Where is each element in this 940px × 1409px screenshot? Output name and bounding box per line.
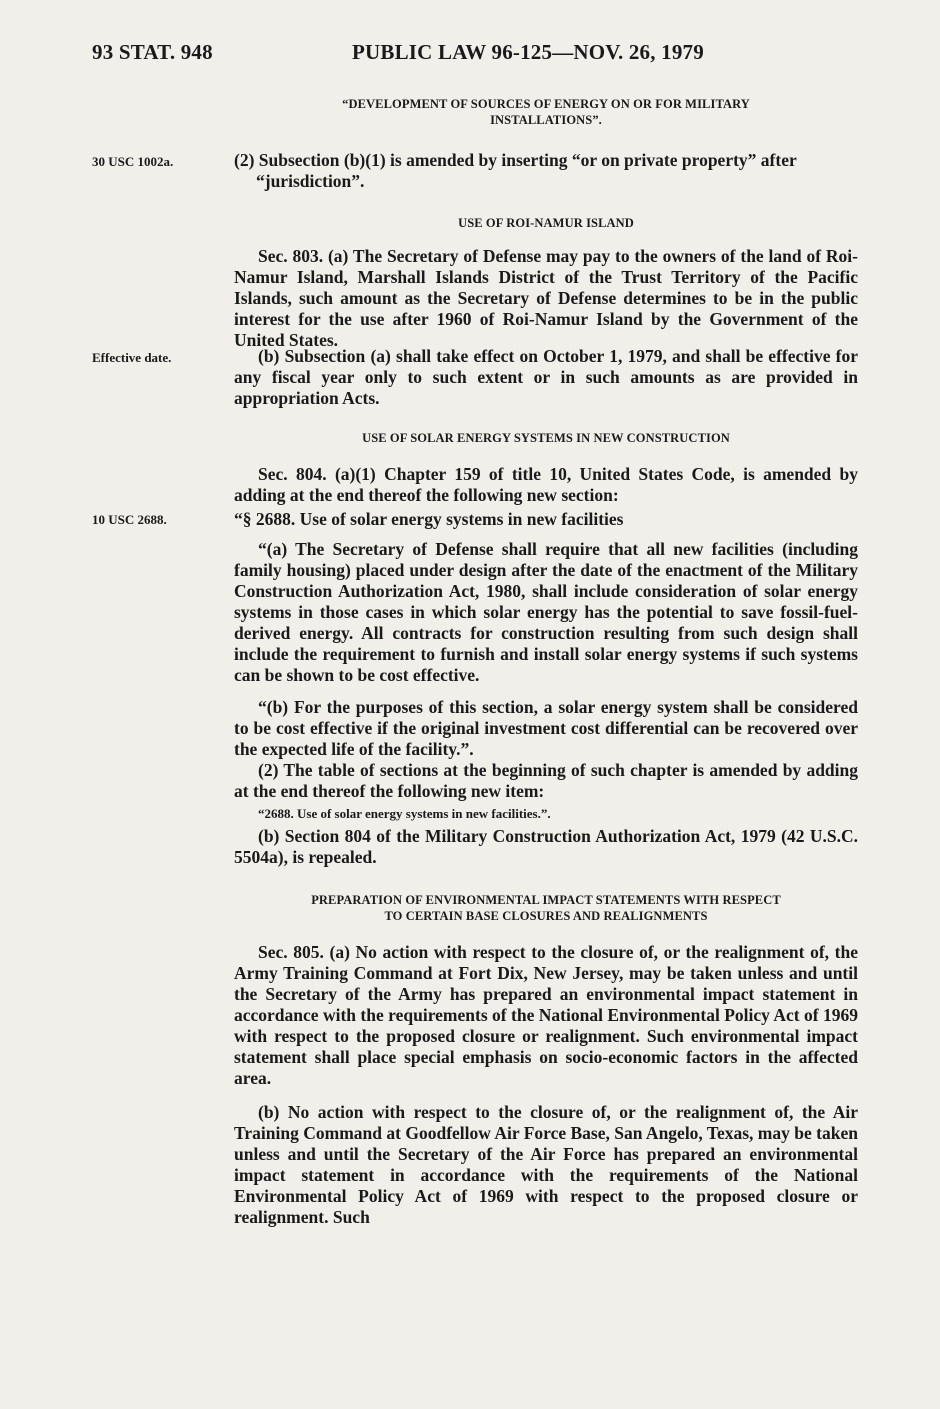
page-stat-number: 93 STAT. 948: [92, 40, 213, 64]
margin-note-effective-date: Effective date.: [92, 350, 172, 365]
section-805-a: Sec. 805. (a) No action with respect to the closure of, or the realignment of, the Army Training Command at Fort Dix, New Jersey, may be taken unless and until the Secretary of the Army has prepared an environmental impact statement in accordance with the requirements of the National Environmental Policy Act of 1969 with respect to the proposed closure or realignment. Such environmental impact statement shall place special emphasis on socio-economic factors in the affected area.: [234, 942, 858, 1088]
section-804-b: (b) Section 804 of the Military Construction Authorization Act, 1979 (42 U.S.C. 5504a), is repealed.: [234, 826, 858, 867]
section-2688-a: “(a) The Secretary of Defense shall require that all new facilities (including family housing) placed under design after the date of the enactment of the Military Construction Authorization Act, 1980, shall include consideration of solar energy systems in those cases in which solar energy has the potential to save fossil-fuel-derived energy. All contracts for construction resulting from such design shall include the requirement to furnish and install solar energy systems if such systems can be shown to be cost effective.: [234, 539, 858, 685]
page-title: PUBLIC LAW 96-125—NOV. 26, 1979: [352, 40, 704, 64]
heading-roi-namur: USE OF ROI-NAMUR ISLAND: [458, 216, 634, 230]
heading-solar-energy: USE OF SOLAR ENERGY SYSTEMS IN NEW CONSTRUCTION: [362, 431, 730, 445]
section-805-b: (b) No action with respect to the closure of, or the realignment of, the Air Training Command at Goodfellow Air Force Base, San Angelo, Texas, may be taken unless and until the Secretary of the Air Force has prepared an environmental impact statement in accordance with the requirements of the National Environmental Policy Act of 1969 with respect to the proposed closure or realignment. Such: [234, 1102, 858, 1227]
heading-environmental-impact: [234, 892, 858, 924]
margin-note-30-usc-1002a: 30 USC 1002a.: [92, 154, 174, 169]
section-2688-b: “(b) For the purposes of this section, a solar energy system shall be considered to be cost effective if the original investment cost differential can be recovered over the expected life of the facility.”.: [234, 697, 858, 759]
heading-line: “DEVELOPMENT OF SOURCES OF ENERGY ON OR FOR MILITARY: [342, 97, 750, 111]
heading-line: PREPARATION OF ENVIRONMENTAL IMPACT STATEMENTS WITH RESPECT: [311, 893, 781, 907]
section-2688-heading: “§ 2688. Use of solar energy systems in new facilities: [234, 509, 624, 529]
paragraph-amendment-2: (2) Subsection (b)(1) is amended by inserting “or on private property” after “jurisdiction”.: [234, 150, 797, 191]
heading-line: TO CERTAIN BASE CLOSURES AND REALIGNMENTS: [384, 909, 708, 923]
table-of-sections-item: “2688. Use of solar energy systems in new facilities.”.: [258, 806, 551, 821]
section-804-a2: (2) The table of sections at the beginning of such chapter is amended by adding at the end thereof the following new item:: [234, 760, 858, 801]
heading-line: INSTALLATIONS”.: [490, 113, 602, 127]
section-804-a1: Sec. 804. (a)(1) Chapter 159 of title 10, United States Code, is amended by adding at the end thereof the following new section:: [234, 464, 858, 505]
section-803-a: Sec. 803. (a) The Secretary of Defense may pay to the owners of the land of Roi-Namur Island, Marshall Islands District of the Trust Territory of the Pacific Islands, such amount as the Secretary of Defense determines to be in the public interest for the use after 1960 of Roi-Namur Island by the Government of the United States.: [234, 246, 858, 350]
section-803-b: (b) Subsection (a) shall take effect on October 1, 1979, and shall be effective for any fiscal year only to such extent or in such amounts as are provided in appropriation Acts.: [234, 346, 858, 408]
margin-note-10-usc-2688: 10 USC 2688.: [92, 512, 167, 527]
heading-development-energy: [234, 96, 858, 128]
